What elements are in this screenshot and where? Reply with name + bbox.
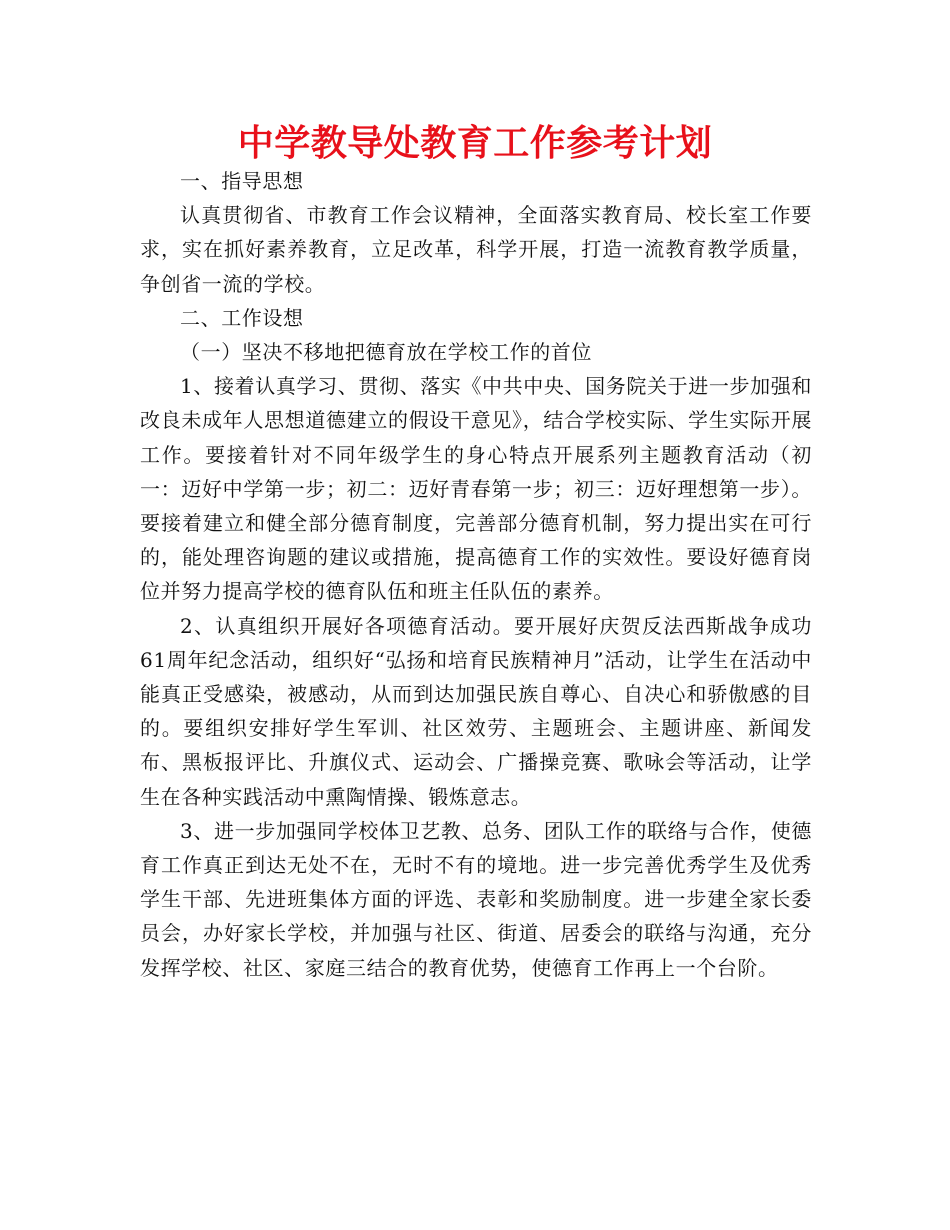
paragraph-guiding-ideology: 认真贯彻省、市教育工作会议精神，全面落实教育局、校长室工作要求，实在抓好素养教育，立足改革，科学开展，打造一流教育教学质量，争创省一流的学校。 xyxy=(140,203,812,296)
document-title: 中学教导处教育工作参考计划 xyxy=(237,123,713,164)
section-heading-work-plan: 二、工作设想 xyxy=(180,305,304,330)
paragraph-item-1: 1、接着认真学习、贯彻、落实《中共中央、国务院关于进一步加强和改良未成年人思想道德建立的假设干意见》，结合学校实际、学生实际开展工作。要接着针对不同年级学生的身心特点开展系列主题教育活动（初一：迈好中学第一步；初二：迈好青春第一步；初三：迈好理想第一步）。要接着建立和健全部分德育制度，完善部分德育机制，努力提出实在可行的，能处理咨询题的建议或措施，提高德育工作的实效性。要设好德育岗位并努力提高学校的德育队伍和班主任队伍的素养。 xyxy=(140,374,812,604)
paragraph-item-2: 2、认真组织开展好各项德育活动。要开展好庆贺反法西斯战争成功61周年纪念活动，组织好“弘扬和培育民族精神月”活动，让学生在活动中能真正受感染，被感动，从而到达加强民族自尊心、自决心和骄傲感的目的。要组织安排好学生军训、社区效劳、主题班会、主题讲座、新闻发布、黑板报评比、升旗仪式、运动会、广播操竞赛、歌咏会等活动，让学生在各种实践活动中熏陶情操、锻炼意志。 xyxy=(140,613,812,809)
document-body xyxy=(140,164,812,985)
paragraph-item-3: 3、进一步加强同学校体卫艺教、总务、团队工作的联络与合作，使德育工作真正到达无处不在，无时不有的境地。进一步完善优秀学生及优秀学生干部、先进班集体方面的评选、表彰和奖励制度。进一步建全家长委员会，办好家长学校，并加强与社区、街道、居委会的联络与沟通，充分发挥学校、社区、家庭三结合的教育优势，使德育工作再上一个台阶。 xyxy=(140,818,812,980)
section-heading-guiding-ideology: 一、指导思想 xyxy=(180,169,304,193)
subsection-heading-moral-education: （一）坚决不移地把德育放在学校工作的首位 xyxy=(180,340,592,365)
